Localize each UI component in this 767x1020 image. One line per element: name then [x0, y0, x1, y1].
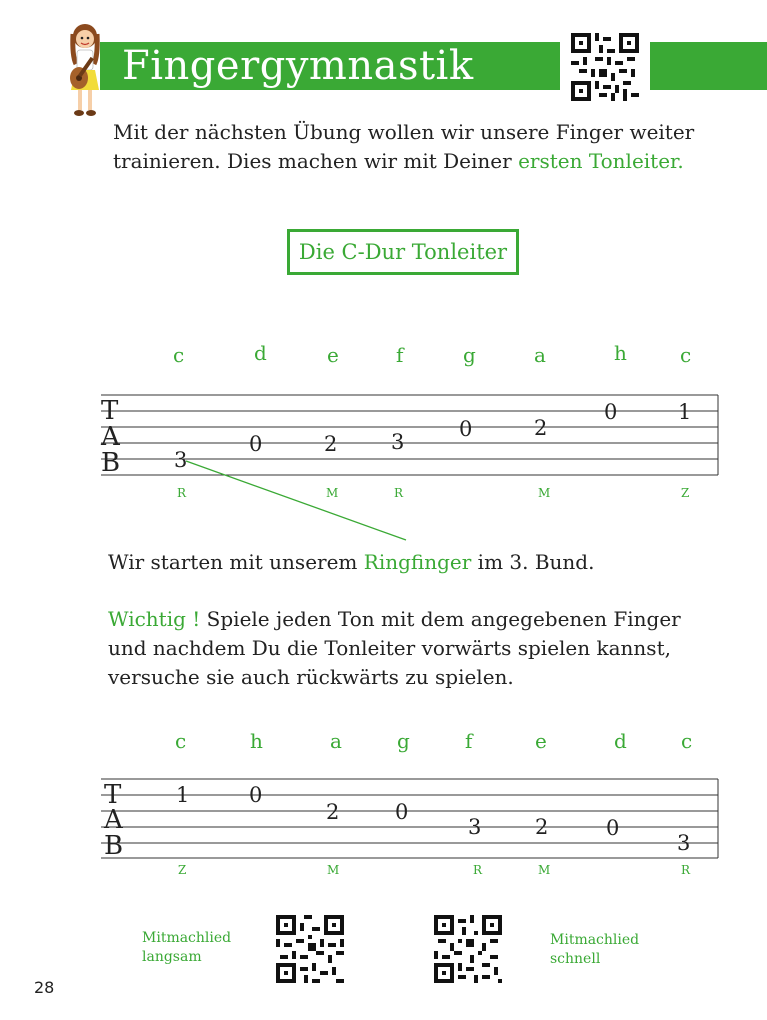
tab2-fret: 2 — [535, 815, 549, 839]
tab1-finger: Z — [681, 486, 690, 500]
tab2-fret: 3 — [468, 815, 482, 839]
tab1-finger: R — [177, 486, 187, 500]
tab2-legend-b: B — [104, 831, 124, 861]
tab2-note: g — [397, 729, 410, 753]
tab1-note: c — [680, 343, 692, 367]
tab2-note: f — [465, 729, 473, 753]
tab2-finger: Z — [178, 863, 187, 877]
tab2-legend-t: T — [104, 780, 122, 810]
tab1-note: d — [254, 341, 267, 365]
intro-line-1: Mit der nächsten Übung wollen wir unsere Finger weiter — [113, 120, 695, 144]
tab1-fret: 0 — [604, 400, 618, 424]
tab1-fret: 3 — [174, 448, 188, 472]
tab2-finger: M — [538, 863, 551, 877]
para2-line-1 — [108, 605, 681, 634]
tab1-note: a — [534, 343, 546, 367]
tab2-fret: 0 — [606, 816, 620, 840]
tab2-fret: 2 — [326, 800, 340, 824]
fast-song-line-2: schnell — [550, 951, 601, 967]
para2-line-3: versuche sie auch rückwärts zu spielen. — [108, 665, 514, 689]
tab1-fret: 2 — [324, 432, 338, 456]
tab2-legend-a: A — [104, 805, 123, 835]
fast-song-label — [550, 931, 639, 969]
fast-song-line-1: Mitmachlied — [550, 932, 640, 948]
slow-song-label — [142, 929, 231, 967]
tab1-note: f — [396, 343, 404, 367]
tab1-legend-b: B — [101, 448, 121, 478]
page-title: Fingergymnastik — [122, 43, 474, 89]
tab1-fret: 3 — [391, 430, 405, 454]
tab2-fret: 0 — [395, 800, 409, 824]
tab2-note: h — [250, 729, 263, 753]
para2-highlight: Wichtig ! — [108, 607, 207, 631]
para2-line-2: und nachdem Du die Tonleiter vorwärts spielen kannst, — [108, 636, 671, 660]
slow-song-line-2: langsam — [142, 949, 202, 965]
para1-suffix: im 3. Bund. — [471, 550, 595, 574]
tab1-fret: 2 — [534, 416, 548, 440]
intro-highlight: ersten Tonleiter. — [518, 149, 684, 173]
tab1-fret: 0 — [249, 432, 263, 456]
tab1-note: e — [327, 343, 339, 367]
tab2-fret: 0 — [249, 783, 263, 807]
para1-prefix: Wir starten mit unserem — [108, 550, 364, 574]
ringfinger-text — [108, 548, 594, 577]
important-text — [108, 605, 681, 692]
tab2-finger: R — [681, 863, 691, 877]
intro-line-2-text: trainieren. Dies machen wir mit Deiner — [113, 149, 519, 173]
tab1-legend-t: T — [101, 396, 119, 426]
tab2-finger: M — [327, 863, 340, 877]
tab2-fret: 3 — [677, 831, 691, 855]
slow-song-line-1: Mitmachlied — [142, 930, 232, 946]
qr-code-slow-icon[interactable] — [276, 915, 344, 983]
tab2-note: a — [330, 729, 342, 753]
tab2-note: c — [175, 729, 187, 753]
tab1-note: c — [173, 343, 185, 367]
qr-code-fast-icon[interactable] — [434, 915, 502, 983]
tab2-note: d — [614, 729, 627, 753]
tab2-fret: 1 — [176, 783, 190, 807]
tab1-finger: R — [394, 486, 404, 500]
tab1-finger: M — [326, 486, 339, 500]
tab1-note: g — [463, 343, 476, 367]
tab2-note: c — [681, 729, 693, 753]
tab1-note: h — [614, 341, 627, 365]
para1-highlight: Ringfinger — [363, 550, 472, 574]
tab1-fret: 1 — [678, 400, 692, 424]
page-number: 28 — [34, 978, 55, 997]
para2-line-1-text: Spiele jeden Ton mit dem angegebenen Finger — [206, 607, 681, 631]
tab1-legend-a: A — [101, 422, 120, 452]
tab1-fret: 0 — [459, 417, 473, 441]
tab2-finger: R — [473, 863, 483, 877]
scale-title-box: Die C-Dur Tonleiter — [287, 229, 519, 275]
tab2-note: e — [535, 729, 547, 753]
tab1-finger: M — [538, 486, 551, 500]
